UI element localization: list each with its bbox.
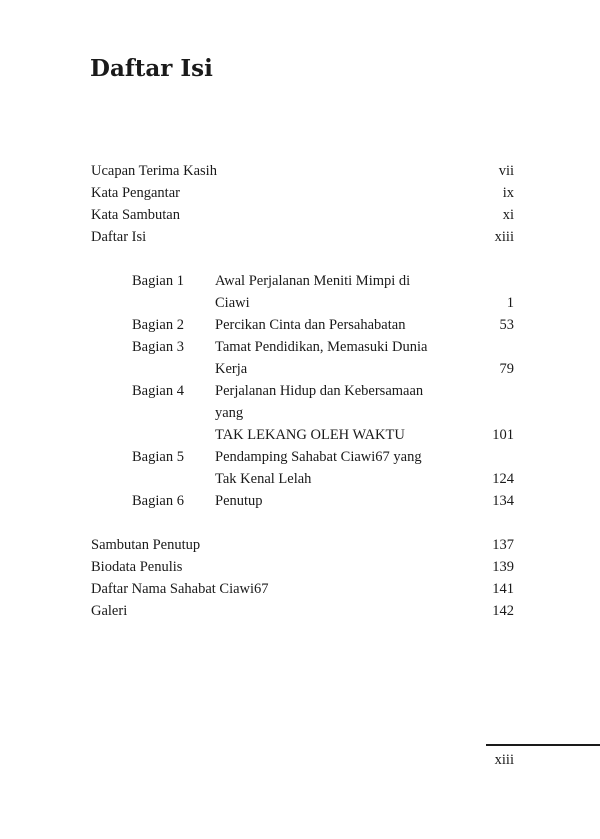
toc-chapter-4[interactable] [132,380,514,402]
toc-entry-label: Kata Pengantar [91,185,180,201]
toc-entry-front[interactable] [91,204,514,226]
toc-entry-label: Sambutan Penutup [91,537,201,553]
chapter-page: 1 [506,295,514,311]
toc-chapter-4-cont[interactable] [132,424,514,446]
toc-chapter-4-cont[interactable] [132,402,514,424]
toc-entry-page: xiii [494,229,514,245]
chapter-number: Bagian 2 [132,317,184,333]
chapter-title: Awal Perjalanan Meniti Mimpi di [215,273,411,289]
page-number: xiii [494,752,514,768]
toc-entry-page: xi [502,207,514,223]
chapter-title: TAK LEKANG OLEH WAKTU [215,427,405,443]
chapter-title: yang [215,405,244,421]
toc-chapter-1[interactable] [132,270,514,292]
toc-chapter-1-cont[interactable] [132,292,514,314]
chapter-number: Bagian 5 [132,449,184,465]
chapter-title: Tamat Pendidikan, Memasuki Dunia [215,339,428,355]
toc-entry-page: ix [502,185,514,201]
toc-entry-label: Kata Sambutan [91,207,180,223]
toc-entry-page: 141 [492,581,514,597]
toc-entry-page: 139 [492,559,514,575]
chapter-title: Kerja [215,361,248,377]
toc-entry-label: Daftar Nama Sahabat Ciawi67 [91,581,269,597]
chapter-number: Bagian 4 [132,383,184,399]
chapter-title: Percikan Cinta dan Persahabatan [215,317,406,333]
toc-entry-page: 137 [492,537,514,553]
chapter-title: Pendamping Sahabat Ciawi67 yang [215,449,422,465]
chapter-number: Bagian 6 [132,493,184,509]
toc-chapter-5-cont[interactable] [132,468,514,490]
toc-entry-back[interactable] [91,556,514,578]
chapter-number: Bagian 3 [132,339,184,355]
toc-chapter-5[interactable] [132,446,514,468]
toc-entry-back[interactable] [91,534,514,556]
toc-entry-front[interactable] [91,182,514,204]
toc-entry-page: 142 [492,603,514,619]
toc-entry-back[interactable] [91,578,514,600]
chapter-title: Ciawi [215,295,250,311]
chapter-number: Bagian 1 [132,273,184,289]
chapter-page: 101 [492,427,514,443]
footer-rule [486,744,600,746]
chapter-title: Penutup [215,493,263,509]
toc-entry-label: Galeri [91,603,128,619]
toc-chapter-2[interactable] [132,314,514,336]
toc-entry-label: Ucapan Terima Kasih [91,163,217,179]
page-title: Daftar Isi [90,55,213,82]
toc-entry-page: vii [498,163,514,179]
toc-entry-front[interactable] [91,226,514,248]
chapter-page: 124 [492,471,514,487]
toc-entry-back[interactable] [91,600,514,622]
toc-chapter-3[interactable] [132,336,514,358]
chapter-page: 53 [499,317,514,333]
toc-entry-label: Biodata Penulis [91,559,183,575]
toc-chapter-3-cont[interactable] [132,358,514,380]
toc-entry-front[interactable] [91,160,514,182]
chapter-title: Tak Kenal Lelah [215,471,312,487]
chapter-page: 79 [499,361,514,377]
chapter-title: Perjalanan Hidup dan Kebersamaan [215,383,424,399]
toc-chapter-6[interactable] [132,490,514,512]
toc-entry-label: Daftar Isi [91,229,147,245]
chapter-page: 134 [492,493,514,509]
